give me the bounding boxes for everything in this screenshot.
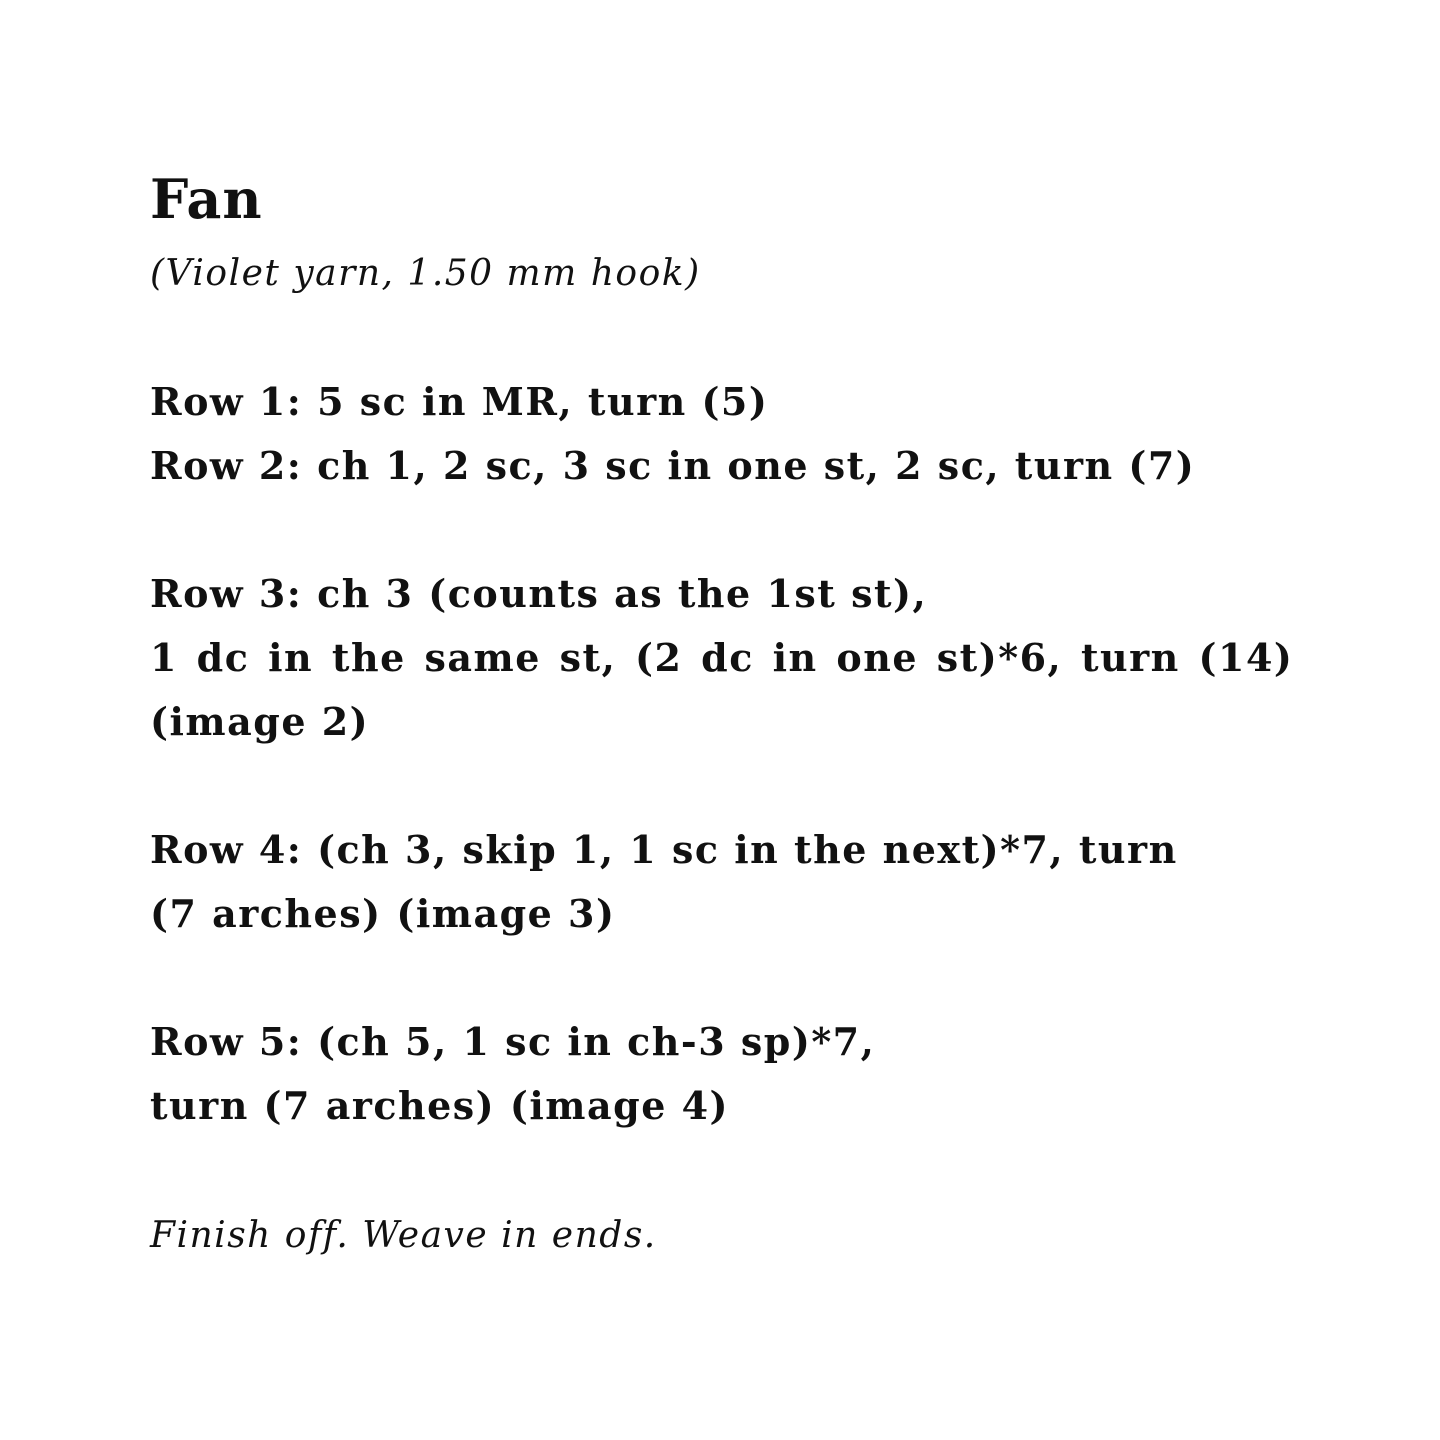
row-3-instruction-line-1: Row 3: ch 3 (counts as the 1st st), (150, 571, 928, 616)
row-4-instruction-line-2: (7 arches) (image 3) (150, 891, 616, 936)
row-5-instruction-line-2: turn (7 arches) (image 4) (150, 1083, 730, 1128)
row-3-instruction-line-3: (image 2) (150, 699, 370, 744)
row-3-block (150, 562, 1350, 754)
materials-subtitle: (Violet yarn, 1.50 mm hook) (150, 253, 701, 294)
row-4-block (150, 818, 1350, 946)
row-3-instruction-line-2: 1 dc in the same st, (2 dc in one st)*6, turn (14) (150, 635, 1294, 680)
row-4-instruction-line-1: Row 4: (ch 3, skip 1, 1 sc in the next)*7, turn (150, 827, 1178, 872)
row-2-instruction: Row 2: ch 1, 2 sc, 3 sc in one st, 2 sc, turn (7) (150, 443, 1196, 488)
rows-1-2-block (150, 370, 1350, 498)
finish-note: Finish off. Weave in ends. (150, 1215, 657, 1256)
page-title: Fan (150, 167, 263, 231)
pattern-document (150, 160, 1350, 1268)
row-5-block (150, 1010, 1350, 1138)
row-1-instruction: Row 1: 5 sc in MR, turn (5) (150, 379, 769, 424)
row-5-instruction-line-1: Row 5: (ch 5, 1 sc in ch-3 sp)*7, (150, 1019, 876, 1064)
